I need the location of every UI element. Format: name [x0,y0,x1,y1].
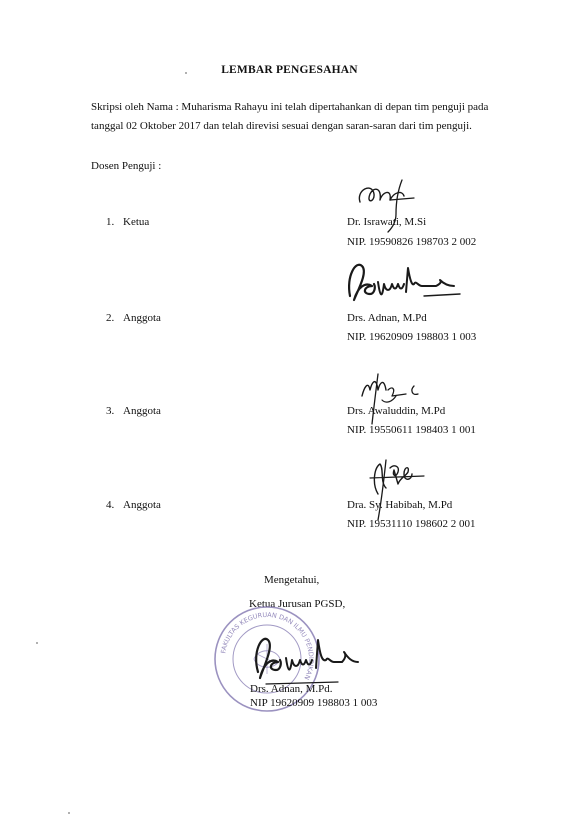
head-nip: NIP 19620909 198803 1 003 [250,697,378,709]
acknowledge-position: Ketua Jurusan PGSD, [249,598,346,610]
stamp-text: FAKULTAS KEGURUAN DAN ILMU PENDIDIKAN [219,610,316,682]
intro-paragraph [91,100,491,135]
scan-speck [185,72,187,74]
examiner-2-number: 2. [106,312,115,324]
document-title: LEMBAR PENGESAHAN [221,64,358,76]
examiner-2-name: Drs. Adnan, M.Pd [347,312,427,324]
examiner-1-nip: NIP. 19590826 198703 2 002 [347,236,477,248]
scan-speck [36,642,38,644]
examiner-3-name: Drs. Awaluddin, M.Pd [347,405,446,417]
acknowledge-label: Mengetahui, [264,574,320,586]
examiner-4-number: 4. [106,499,115,511]
intro-line-2: tanggal 02 Oktober 2017 dan telah direvisi sesuai dengan saran-saran dari tim penguji. [91,120,472,133]
examiner-1-number: 1. [106,216,115,228]
examiner-2-nip: NIP. 19620909 198803 1 003 [347,331,477,343]
examiner-3-role: Anggota [123,405,161,417]
scan-speck [68,812,70,814]
examiner-1-signature [352,170,422,240]
examiner-2-role: Anggota [123,312,161,324]
examiner-4-nip: NIP. 19531110 198602 2 001 [347,518,476,530]
examiner-4-name: Dra. Sy. Habibah, M.Pd [347,499,453,511]
examiner-2-signature [344,256,464,306]
examiners-heading: Dosen Penguji : [91,160,162,172]
examiner-4-role: Anggota [123,499,161,511]
examiner-1-name: Dr. Israwati, M.Si [347,216,427,228]
examiner-3-nip: NIP. 19550611 198403 1 001 [347,424,476,436]
examiner-1-role: Ketua [123,216,150,228]
intro-line-1: Skripsi oleh Nama : Muharisma Rahayu ini telah dipertahankan di depan tim penguji pada [91,101,489,113]
examiner-4-signature [364,454,444,524]
head-name: Drs. Adnan, M.Pd. [250,683,333,695]
examiner-3-number: 3. [106,405,115,417]
